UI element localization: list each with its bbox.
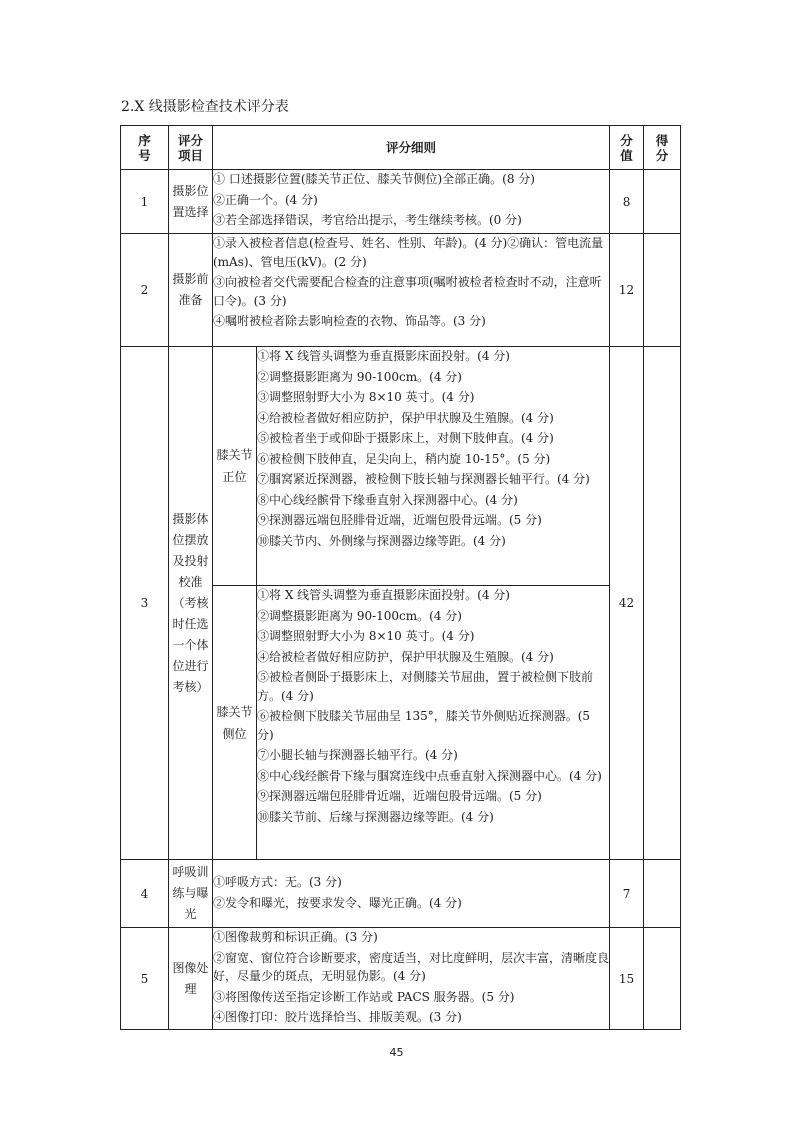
detail-line: ⑦小腿长轴与探测器长轴平行。(4 分) (257, 748, 458, 762)
detail-line: ③调整照射野大小为 8×10 英寸。(4 分) (257, 390, 475, 404)
detail-line: ③若全部选择错误，考官给出提示，考生继续考核。(0 分) (213, 213, 522, 227)
row-detail (213, 234, 610, 347)
header-item: 评分项目 (169, 126, 213, 170)
row-no: 4 (121, 860, 169, 928)
header-score: 分值 (610, 126, 644, 170)
row-item: 摄影前准备 (169, 234, 213, 347)
detail-line: ②正确一个。(4 分) (213, 192, 318, 207)
row-item: 图像处理 (169, 928, 213, 1030)
detail-line: ②调整摄影距离为 90-100cm。(4 分) (257, 608, 462, 623)
row-score: 42 (610, 347, 644, 860)
detail-line: ⑧中心线经髌骨下缘与腘窝连线中点垂直射入探测器中心。(4 分) (257, 768, 602, 783)
header-detail: 评分细则 (213, 126, 610, 170)
row-no: 1 (121, 170, 169, 234)
detail-line: ④给被检者做好相应防护，保护甲状腺及生殖腺。(4 分) (257, 410, 554, 425)
row-detail (213, 928, 610, 1030)
detail-line: ⑤被检者侧卧于摄影床上，对侧膝关节屈曲，置于被检侧下肢前方。(4 分) (257, 670, 594, 703)
row-got (644, 170, 681, 234)
detail-line: ⑩膝关节前、后缘与探测器边缘等距。(4 分) (257, 809, 494, 824)
detail-line: ④图像打印：胶片选择恰当、排版美观。(3 分) (213, 1010, 462, 1024)
detail-line: ⑥被检侧下肢伸直，足尖向上，稍内旋 10-15°。(5 分) (257, 451, 551, 466)
scoring-table (120, 125, 681, 1030)
detail-line: ⑨探测器远端包胫腓骨近端，近端包股骨远端。(5 分) (257, 789, 542, 803)
header-got: 得分 (644, 126, 681, 170)
row-got (644, 234, 681, 347)
detail-line: ① 口述摄影位置(膝关节正位、膝关节侧位)全部正确。(8 分) (213, 172, 535, 186)
row-no: 2 (121, 234, 169, 347)
detail-line: ⑦腘窝紧近探测器，被检侧下肢长轴与探测器长轴平行。(4 分) (257, 472, 590, 486)
detail-line: ①图像裁剪和标识正确。(3 分) (213, 930, 378, 944)
row-got (644, 928, 681, 1030)
table-row (121, 234, 681, 347)
sub-item-name: 膝关节侧位 (213, 586, 257, 860)
row-detail (257, 586, 610, 860)
row-detail (213, 860, 610, 928)
detail-line: ①呼吸方式：无。(3 分) (213, 875, 342, 889)
page-number: 45 (389, 1046, 404, 1059)
row-item: 呼吸训练与曝光 (169, 860, 213, 928)
row-score: 12 (610, 234, 644, 347)
row-got (644, 860, 681, 928)
table-title: 2.X 线摄影检查技术评分表 (121, 99, 289, 115)
table-row (121, 860, 681, 928)
detail-line: ②发令和曝光，按要求发令、曝光正确。(4 分) (213, 895, 462, 910)
row-score: 8 (610, 170, 644, 234)
table-row (121, 347, 681, 586)
row-detail (213, 170, 610, 234)
detail-line: ⑧中心线经髌骨下缘垂直射入探测器中心。(4 分) (257, 492, 518, 507)
detail-line: ②调整摄影距离为 90-100cm。(4 分) (257, 369, 462, 384)
detail-line: ③将图像传送至指定诊断工作站或 PACS 服务器。(5 分) (213, 989, 515, 1004)
header-row (121, 126, 681, 170)
row-item: 摄影体位摆放及投射校准（考核时任选一个体位进行考核） (169, 347, 213, 860)
detail-line: ④给被检者做好相应防护，保护甲状腺及生殖腺。(4 分) (257, 649, 554, 664)
row-no: 3 (121, 347, 169, 860)
sub-item-name: 膝关节正位 (213, 347, 257, 586)
detail-line: ①将 X 线管头调整为垂直摄影床面投射。(4 分) (257, 588, 510, 602)
detail-line: ②窗宽、窗位符合诊断要求，密度适当，对比度鲜明，层次丰富，清晰度良好，尽量少的斑点，无明显伪影。(4 分) (213, 950, 610, 983)
detail-line: ③调整照射野大小为 8×10 英寸。(4 分) (257, 629, 475, 643)
table-row (121, 928, 681, 1030)
detail-line: ⑨探测器远端包胫腓骨近端，近端包股骨远端。(5 分) (257, 513, 542, 527)
row-got (644, 347, 681, 860)
detail-line: ⑤被检者坐于或仰卧于摄影床上，对侧下肢伸直。(4 分) (257, 431, 554, 445)
table-row (121, 170, 681, 234)
row-no: 5 (121, 928, 169, 1030)
detail-line: ④嘱咐被检者除去影响检查的衣物、饰品等。(3 分) (213, 314, 486, 328)
header-no: 序号 (121, 126, 169, 170)
row-score: 15 (610, 928, 644, 1030)
row-detail (257, 347, 610, 586)
detail-line: ⑥被检侧下肢膝关节屈曲呈 135°，膝关节外侧贴近探测器。(5 分) (257, 709, 591, 742)
detail-line: ①将 X 线管头调整为垂直摄影床面投射。(4 分) (257, 349, 510, 363)
detail-line: ①录入被检者信息(检查号、姓名、性别、年龄)。(4 分)②确认：管电流量(mAs)、管电压(kV)。(2 分) (213, 236, 604, 269)
row-score: 7 (610, 860, 644, 928)
detail-line: ⑩膝关节内、外侧缘与探测器边缘等距。(4 分) (257, 533, 506, 548)
row-item: 摄影位置选择 (169, 170, 213, 234)
detail-line: ③向被检者交代需要配合检查的注意事项(嘱咐被检者检查时不动，注意听口令)。(3 分) (213, 275, 602, 308)
